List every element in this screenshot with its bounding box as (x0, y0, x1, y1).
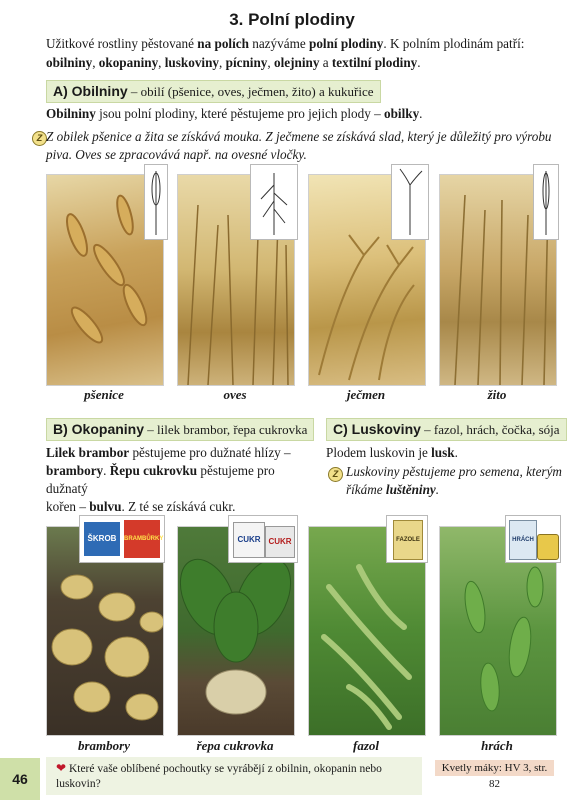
intro-text: a (319, 55, 332, 70)
text-bold: bulvu (89, 499, 122, 514)
sugar-box-1: CUKR (233, 522, 265, 558)
intro-text: nazýváme (248, 36, 309, 51)
reference-link[interactable]: Kvetly máky: HV 3, str. 82 (435, 760, 554, 776)
text-bold: Lilek brambor (46, 445, 130, 460)
intro-list-item: pícniny (225, 55, 268, 70)
intro-list-item: obilniny (46, 55, 93, 70)
note-line: Luskoviny pěstujeme pro semena, kterým (346, 464, 562, 479)
section-a-note (46, 128, 566, 164)
text-bold: brambory (46, 463, 104, 478)
caption-oats: oves (223, 387, 247, 402)
intro-text: . K polním plodinám patří: (383, 36, 525, 51)
note-line: piva. Oves se zpracovává např. na ovesné vločky. (46, 147, 307, 162)
section-c-heading (326, 418, 567, 441)
footer-question-box (46, 757, 422, 795)
heart-icon: ❤ (56, 761, 67, 775)
text-part: pěstujeme pro dužnaté hlízy – (129, 445, 291, 460)
def-bold: Obilniny (46, 106, 96, 121)
text-part: . (103, 463, 110, 478)
oats-drawing-inset (250, 164, 298, 240)
text-part: Plodem luskovin je (326, 445, 432, 460)
section-b-label: B) Okopaniny (53, 421, 145, 437)
intro-bold: na polích (197, 36, 249, 51)
barley-drawing-inset (391, 164, 429, 240)
section-a-subtitle: – obilí (pšenice, oves, ječmen, žito) a kukuřice (127, 84, 374, 99)
wheat-drawing-inset (144, 164, 168, 240)
intro-text: . (417, 55, 421, 70)
starch-package: ŠKROB (84, 522, 120, 556)
text-part: kořen – (46, 499, 90, 514)
peas-package: HRÁCH (509, 520, 537, 560)
caption-sugar-beet: řepa cukrovka (196, 738, 274, 753)
intro-bold: polní plodiny (308, 36, 384, 51)
intro-list-item: luskoviny (164, 55, 220, 70)
peas-product-inset (505, 515, 561, 563)
section-c-label: C) Luskoviny (333, 421, 421, 437)
caption-beans: fazol (353, 738, 379, 753)
sugar-box-2: CUKR (265, 526, 295, 558)
text-bold: Řepu cukrovku (109, 463, 198, 478)
potato-products-inset (79, 515, 165, 563)
text-part: . Z té se získává cukr. (121, 499, 236, 514)
note-icon: Z (328, 467, 343, 482)
rye-drawing-inset (533, 164, 559, 240)
caption-wheat: pšenice (84, 387, 124, 402)
note-bold: luštěniny (385, 482, 436, 497)
section-c-text (326, 444, 566, 462)
section-c-note (346, 463, 566, 499)
peas-can (537, 534, 559, 560)
note-icon: Z (32, 131, 47, 146)
page-title: 3. Polní plodiny (229, 10, 355, 29)
beans-package: FAZOLE (393, 520, 423, 560)
intro-paragraph: Užitkové rostliny pěstované na polích nazýváme polní plodiny. K polním plodinám patří: obilniny, okopaniny, luskoviny, pícniny, olejniny a textilní plodiny. (46, 36, 525, 70)
caption-peas: hrách (481, 738, 513, 753)
section-a-definition (46, 105, 561, 123)
footer-question-text: Které vaše oblíbené pochoutky se vyrábějí z obilnin, okopanin nebo luskovin? (56, 763, 382, 790)
footer-question (56, 761, 416, 792)
note-line: Z obilek pšenice a žita se získává mouka. Z ječmene se získává slad, který je důležitý pro výrobu (46, 129, 552, 144)
caption-rye: žito (487, 387, 507, 402)
sugar-products-inset (228, 515, 298, 563)
beans-product-inset (386, 515, 428, 563)
intro-list-item: textilní plodiny (331, 55, 418, 70)
note-text: říkáme (346, 482, 386, 497)
section-a-label: A) Obilniny (53, 83, 128, 99)
def-bold: obilky (383, 106, 420, 121)
section-a-heading (46, 80, 381, 103)
caption-barley: ječmen (346, 387, 386, 402)
caption-potatoes: brambory (78, 738, 130, 753)
section-b-heading (46, 418, 314, 441)
chips-package: BRAMBŮRKY (124, 520, 160, 558)
section-c-subtitle: – fazol, hrách, čočka, sója (420, 422, 560, 437)
note-text: . (435, 482, 440, 497)
def-text: . (419, 106, 423, 121)
section-b-subtitle: – lilek brambor, řepa cukrovka (144, 422, 308, 437)
intro-list-item: okopaniny (98, 55, 159, 70)
text-bold: lusk (431, 445, 455, 460)
def-text: jsou polní plodiny, které pěstujeme pro jejich plody – (95, 106, 384, 121)
text-part: . (454, 445, 458, 460)
text-part: pěstujeme pro dužnatý (46, 463, 275, 496)
intro-list-item: olejniny (273, 55, 320, 70)
section-b-text (46, 444, 316, 516)
page-number: 46 (0, 758, 40, 800)
intro-text: Užitkové rostliny pěstované (46, 36, 198, 51)
